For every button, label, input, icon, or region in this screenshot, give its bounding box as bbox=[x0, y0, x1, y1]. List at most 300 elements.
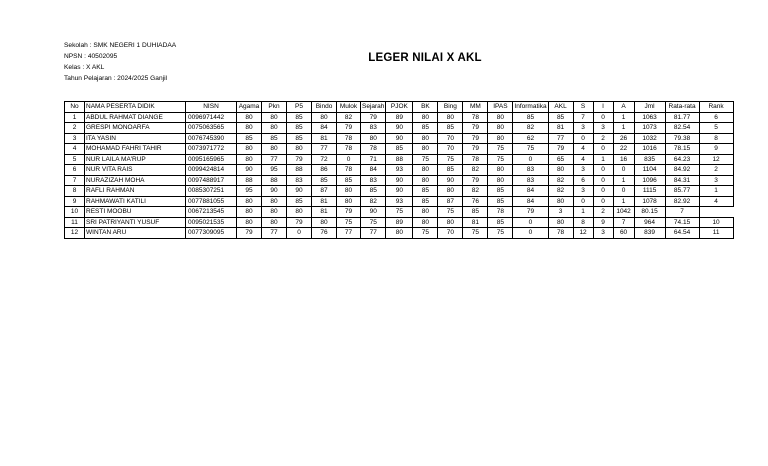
table-cell: 80 bbox=[413, 133, 438, 144]
table-cell: 2 bbox=[593, 133, 613, 144]
table-cell: 1 bbox=[573, 207, 593, 218]
table-cell: 80 bbox=[237, 207, 262, 218]
table-cell: 83 bbox=[287, 175, 312, 186]
table-cell: 95 bbox=[237, 186, 262, 197]
table-cell: 80 bbox=[262, 207, 287, 218]
table-cell: 90 bbox=[438, 175, 463, 186]
table-cell: 84 bbox=[513, 186, 548, 197]
table-cell: 8 bbox=[699, 133, 733, 144]
table-cell: RAFLI RAHMAN bbox=[85, 186, 186, 197]
table-cell: 79 bbox=[548, 144, 573, 155]
table-cell: 77 bbox=[337, 228, 361, 239]
table-cell: 0085307251 bbox=[186, 186, 237, 197]
table-cell: 85 bbox=[413, 186, 438, 197]
table-cell: 79 bbox=[463, 175, 488, 186]
table-cell: 964 bbox=[634, 217, 665, 228]
table-cell: 88 bbox=[262, 175, 287, 186]
table-cell: 84 bbox=[513, 196, 548, 207]
table-cell: SRI PATRIYANTI YUSUF bbox=[85, 217, 186, 228]
table-cell: 85 bbox=[438, 165, 463, 176]
table-cell: 12 bbox=[699, 154, 733, 165]
table-cell: 76 bbox=[463, 196, 488, 207]
table-cell: 85 bbox=[438, 123, 463, 134]
table-cell: 0077881055 bbox=[186, 196, 237, 207]
table-cell: 78 bbox=[548, 228, 573, 239]
table-cell: 90 bbox=[262, 186, 287, 197]
table-cell: 80 bbox=[262, 217, 287, 228]
table-cell: 0076745390 bbox=[186, 133, 237, 144]
table-cell: 60 bbox=[613, 228, 634, 239]
table-cell: 89 bbox=[386, 112, 413, 123]
table-cell: 0 bbox=[513, 217, 548, 228]
table-cell: 4 bbox=[65, 144, 85, 155]
table-cell: 10 bbox=[699, 217, 733, 228]
column-header: S bbox=[573, 102, 593, 113]
table-cell: 75 bbox=[488, 228, 513, 239]
table-cell: 9 bbox=[699, 144, 733, 155]
table-cell: 70 bbox=[438, 133, 463, 144]
table-cell: 84.31 bbox=[665, 175, 699, 186]
table-cell: 75 bbox=[438, 154, 463, 165]
table-cell: 12 bbox=[65, 228, 85, 239]
table-cell: 80 bbox=[548, 217, 573, 228]
table-cell: 3 bbox=[573, 165, 593, 176]
table-cell: 93 bbox=[386, 196, 413, 207]
column-header: Pkn bbox=[262, 102, 287, 113]
column-header: P5 bbox=[287, 102, 312, 113]
table-cell: 0 bbox=[593, 144, 613, 155]
table-cell: 0067213545 bbox=[186, 207, 237, 218]
table-cell: 85 bbox=[513, 112, 548, 123]
table-row bbox=[65, 228, 734, 239]
table-cell: RESTI MOOBU bbox=[85, 207, 186, 218]
table-cell: 0 bbox=[593, 175, 613, 186]
table-cell: 80 bbox=[262, 123, 287, 134]
table-cell: 82 bbox=[361, 196, 386, 207]
table-cell: 83 bbox=[513, 175, 548, 186]
table-cell: 79 bbox=[361, 112, 386, 123]
table-cell: 4 bbox=[573, 154, 593, 165]
table-cell: 90 bbox=[386, 123, 413, 134]
table-cell: 75 bbox=[463, 228, 488, 239]
table-cell: 4 bbox=[573, 144, 593, 155]
table-cell: 90 bbox=[386, 133, 413, 144]
table-cell: 75 bbox=[438, 207, 463, 218]
table-cell: 11 bbox=[699, 228, 733, 239]
table-cell: 85 bbox=[488, 186, 513, 197]
table-cell: 1 bbox=[699, 186, 733, 197]
table-cell: 82.92 bbox=[665, 196, 699, 207]
column-header: BK bbox=[413, 102, 438, 113]
table-cell: 1042 bbox=[613, 207, 634, 218]
table-cell: 9 bbox=[593, 217, 613, 228]
table-cell: NUR LAILA MA'RUP bbox=[85, 154, 186, 165]
table-cell: 77 bbox=[361, 228, 386, 239]
table-cell: 82 bbox=[463, 186, 488, 197]
table-cell: 16 bbox=[613, 154, 634, 165]
table-cell: 0099424814 bbox=[186, 165, 237, 176]
table-cell: 2 bbox=[593, 207, 613, 218]
table-cell: 71 bbox=[361, 154, 386, 165]
table-cell: 2 bbox=[699, 165, 733, 176]
table-cell: 78 bbox=[361, 144, 386, 155]
column-header: IPAS bbox=[488, 102, 513, 113]
table-cell: 93 bbox=[386, 165, 413, 176]
table-cell: 80 bbox=[287, 144, 312, 155]
table-cell: 1 bbox=[613, 196, 634, 207]
table-cell: 80 bbox=[237, 144, 262, 155]
table-cell: 3 bbox=[699, 175, 733, 186]
table-cell: 77 bbox=[548, 133, 573, 144]
table-row bbox=[65, 123, 734, 134]
column-header: Informatika bbox=[514, 103, 547, 110]
table-cell: 79 bbox=[237, 228, 262, 239]
table-cell: GRESPI MONOARFA bbox=[85, 123, 186, 134]
table-row bbox=[65, 112, 734, 123]
table-cell: 85 bbox=[287, 196, 312, 207]
table-cell: 78 bbox=[463, 154, 488, 165]
table-cell: 75 bbox=[361, 217, 386, 228]
table-cell: 81 bbox=[312, 196, 337, 207]
table-cell: 80 bbox=[237, 154, 262, 165]
table-cell: 835 bbox=[634, 154, 665, 165]
table-cell: 80 bbox=[337, 186, 361, 197]
table-cell: 80 bbox=[438, 186, 463, 197]
table-cell: 80 bbox=[262, 144, 287, 155]
table-cell: RAHMAWATI KATILI bbox=[85, 196, 186, 207]
table-row bbox=[65, 207, 734, 218]
table-cell: 80 bbox=[488, 123, 513, 134]
school-npsn: NPSN : 40502095 bbox=[64, 53, 118, 60]
table-cell: 85 bbox=[287, 123, 312, 134]
column-header: Bindo bbox=[312, 102, 337, 113]
table-cell: 7 bbox=[65, 175, 85, 186]
column-header: Bing bbox=[438, 102, 463, 113]
column-header: No bbox=[65, 102, 85, 113]
table-cell: 3 bbox=[593, 123, 613, 134]
table-cell: 76 bbox=[312, 228, 337, 239]
table-cell: 80 bbox=[312, 217, 337, 228]
table-cell: 79.38 bbox=[665, 133, 699, 144]
table-cell: 79 bbox=[287, 154, 312, 165]
table-cell: 75 bbox=[337, 217, 361, 228]
table-cell: 7 bbox=[665, 207, 699, 218]
table-cell: 81 bbox=[312, 133, 337, 144]
table-cell: 77 bbox=[262, 228, 287, 239]
table-cell: 64.54 bbox=[665, 228, 699, 239]
table-cell: 80 bbox=[237, 196, 262, 207]
table-cell: ITA YASIN bbox=[85, 133, 186, 144]
table-cell: 79 bbox=[337, 123, 361, 134]
table-cell: 78 bbox=[337, 165, 361, 176]
table-row bbox=[65, 165, 734, 176]
table-cell: 78 bbox=[337, 133, 361, 144]
table-cell: 90 bbox=[386, 175, 413, 186]
table-cell: 80 bbox=[488, 133, 513, 144]
table-row bbox=[65, 196, 734, 207]
table-cell: 95 bbox=[262, 165, 287, 176]
column-header: Sejarah bbox=[362, 103, 385, 110]
page-title: LEGER NILAI X AKL bbox=[368, 52, 482, 64]
table-cell: 6 bbox=[65, 165, 85, 176]
table-cell: 85 bbox=[262, 133, 287, 144]
table-cell: 84 bbox=[361, 165, 386, 176]
table-cell: 77 bbox=[312, 144, 337, 155]
table-cell: 80 bbox=[488, 175, 513, 186]
table-cell: 84 bbox=[312, 123, 337, 134]
table-cell: 0 bbox=[337, 154, 361, 165]
table-cell: 22 bbox=[613, 144, 634, 155]
table-cell: 80 bbox=[413, 175, 438, 186]
table-cell: 10 bbox=[65, 207, 85, 218]
table-cell: 70 bbox=[438, 144, 463, 155]
table-cell: 82 bbox=[548, 175, 573, 186]
table-cell: 85 bbox=[386, 144, 413, 155]
table-cell: 79 bbox=[463, 144, 488, 155]
table-cell: 82 bbox=[548, 186, 573, 197]
table-cell: 80 bbox=[237, 112, 262, 123]
table-cell: 80 bbox=[361, 133, 386, 144]
table-cell: 81 bbox=[463, 217, 488, 228]
table-row bbox=[65, 133, 734, 144]
table-cell: 72 bbox=[312, 154, 337, 165]
column-header: NAMA PESERTA DIDIK bbox=[85, 102, 186, 113]
table-header-row bbox=[65, 102, 734, 113]
column-header: Mulok bbox=[337, 102, 361, 113]
table-cell: 80.15 bbox=[634, 207, 665, 218]
table-row bbox=[65, 144, 734, 155]
column-header: AKL bbox=[548, 102, 573, 113]
table-cell: 0096971442 bbox=[186, 112, 237, 123]
table-cell: 85 bbox=[337, 175, 361, 186]
table-cell: 80 bbox=[548, 165, 573, 176]
table-cell: 839 bbox=[634, 228, 665, 239]
table-cell: 3 bbox=[548, 207, 573, 218]
table-cell: 1 bbox=[613, 123, 634, 134]
column-header: Rata-rata bbox=[665, 102, 699, 113]
table-cell: 88 bbox=[386, 154, 413, 165]
table-cell: 0 bbox=[613, 186, 634, 197]
table-cell: 75 bbox=[413, 228, 438, 239]
table-cell: 80 bbox=[548, 196, 573, 207]
column-header: MM bbox=[463, 102, 488, 113]
table-cell: WINTAN ARU bbox=[85, 228, 186, 239]
table-cell: 78 bbox=[337, 144, 361, 155]
table-row bbox=[65, 154, 734, 165]
table-cell: 80 bbox=[237, 123, 262, 134]
table-cell: 7 bbox=[573, 112, 593, 123]
table-cell: 86 bbox=[312, 165, 337, 176]
school-info bbox=[64, 40, 176, 84]
table-cell: 3 bbox=[65, 133, 85, 144]
table-cell: 0 bbox=[593, 196, 613, 207]
table-cell: 7 bbox=[613, 217, 634, 228]
table-cell: 0 bbox=[513, 154, 548, 165]
table-cell: 1 bbox=[613, 112, 634, 123]
table-cell: 81.77 bbox=[665, 112, 699, 123]
table-cell: 80 bbox=[413, 144, 438, 155]
table-cell: 80 bbox=[237, 217, 262, 228]
table-cell: 83 bbox=[513, 165, 548, 176]
class-name: Kelas : X AKL bbox=[64, 64, 105, 71]
table-cell: 3 bbox=[573, 186, 593, 197]
table-cell: 80 bbox=[413, 207, 438, 218]
table-cell: 89 bbox=[386, 217, 413, 228]
table-cell: 0 bbox=[287, 228, 312, 239]
table-cell: 65 bbox=[548, 154, 573, 165]
table-cell: 80 bbox=[386, 228, 413, 239]
table-cell: MOHAMAD FAHRI TAHIR bbox=[85, 144, 186, 155]
table-cell: 85 bbox=[361, 186, 386, 197]
table-cell: 5 bbox=[699, 123, 733, 134]
table-cell: 85 bbox=[488, 196, 513, 207]
table-cell: 80 bbox=[337, 196, 361, 207]
table-cell: 85 bbox=[488, 217, 513, 228]
table-cell: 1104 bbox=[634, 165, 665, 176]
table-cell: 83 bbox=[361, 123, 386, 134]
table-cell: 0 bbox=[573, 196, 593, 207]
table-cell: 88 bbox=[287, 165, 312, 176]
table-cell: 8 bbox=[65, 186, 85, 197]
table-cell: 75 bbox=[488, 144, 513, 155]
table-cell: 83 bbox=[361, 175, 386, 186]
table-cell: 85 bbox=[287, 133, 312, 144]
table-cell: 85 bbox=[237, 133, 262, 144]
table-cell: 78 bbox=[463, 112, 488, 123]
table-cell: 1 bbox=[613, 175, 634, 186]
table-cell: 70 bbox=[438, 228, 463, 239]
table-cell: 90 bbox=[287, 186, 312, 197]
table-cell: 88 bbox=[237, 175, 262, 186]
table-cell: 79 bbox=[337, 207, 361, 218]
table-cell: 0095021535 bbox=[186, 217, 237, 228]
table-cell: 80 bbox=[413, 217, 438, 228]
table-cell: 0 bbox=[593, 186, 613, 197]
table-cell: 0 bbox=[613, 165, 634, 176]
table-cell: 80 bbox=[312, 112, 337, 123]
table-cell: 82 bbox=[337, 112, 361, 123]
table-cell: 80 bbox=[438, 112, 463, 123]
table-row bbox=[65, 186, 734, 197]
table-cell: 80 bbox=[287, 207, 312, 218]
table-cell: 3 bbox=[593, 228, 613, 239]
table-cell: 1096 bbox=[634, 175, 665, 186]
column-header: NISN bbox=[186, 102, 237, 113]
table-cell: 62 bbox=[513, 133, 548, 144]
table-cell: 81 bbox=[312, 207, 337, 218]
table-cell: 90 bbox=[361, 207, 386, 218]
table-cell: 80 bbox=[488, 112, 513, 123]
table-cell: 1016 bbox=[634, 144, 665, 155]
table-row bbox=[65, 217, 734, 228]
table-cell: 8 bbox=[573, 217, 593, 228]
table-cell: 75 bbox=[386, 207, 413, 218]
table-cell: 1 bbox=[65, 112, 85, 123]
table-cell: 80 bbox=[413, 112, 438, 123]
table-cell: 0 bbox=[573, 133, 593, 144]
table-cell: 6 bbox=[699, 112, 733, 123]
table-cell: 6 bbox=[573, 175, 593, 186]
table-cell: 5 bbox=[65, 154, 85, 165]
table-cell: 4 bbox=[699, 196, 733, 207]
table-cell: 74.15 bbox=[665, 217, 699, 228]
table-cell: 82 bbox=[513, 123, 548, 134]
table-cell: 1063 bbox=[634, 112, 665, 123]
table-cell: 80 bbox=[413, 165, 438, 176]
table-cell: 0 bbox=[593, 165, 613, 176]
table-cell: 0097488917 bbox=[186, 175, 237, 186]
academic-year: Tahun Pelajaran : 2024/2025 Ganjil bbox=[64, 75, 168, 82]
table-cell: 79 bbox=[513, 207, 548, 218]
column-header: A bbox=[613, 102, 634, 113]
table-cell: 12 bbox=[573, 228, 593, 239]
table-cell: 90 bbox=[386, 186, 413, 197]
table-cell: 11 bbox=[65, 217, 85, 228]
table-cell: 78 bbox=[488, 207, 513, 218]
table-cell: 26 bbox=[613, 133, 634, 144]
table-cell: 90 bbox=[237, 165, 262, 176]
table-cell: 79 bbox=[463, 123, 488, 134]
table-cell: 75 bbox=[513, 144, 548, 155]
table-cell: 2 bbox=[65, 123, 85, 134]
table-cell: 3 bbox=[573, 123, 593, 134]
table-cell: 80 bbox=[438, 217, 463, 228]
table-cell: NURAZIZAH MOHA bbox=[85, 175, 186, 186]
table-row bbox=[65, 175, 734, 186]
column-header: I bbox=[593, 102, 613, 113]
table-cell: 80 bbox=[262, 196, 287, 207]
column-header: PJOK bbox=[386, 102, 413, 113]
grades-table bbox=[64, 101, 734, 239]
table-cell: 84.92 bbox=[665, 165, 699, 176]
table-cell: 0 bbox=[593, 112, 613, 123]
table-cell: 1115 bbox=[634, 186, 665, 197]
table-cell: 77 bbox=[262, 154, 287, 165]
table-cell: 85 bbox=[413, 123, 438, 134]
table-cell: 85 bbox=[463, 207, 488, 218]
table-cell: 1078 bbox=[634, 196, 665, 207]
table-cell: 9 bbox=[65, 196, 85, 207]
column-header: Agama bbox=[237, 102, 262, 113]
table-cell: 0073971772 bbox=[186, 144, 237, 155]
table-cell: 80 bbox=[262, 112, 287, 123]
table-cell: 79 bbox=[463, 133, 488, 144]
table-cell: 85 bbox=[287, 112, 312, 123]
table-cell: 1073 bbox=[634, 123, 665, 134]
table-cell: 85.77 bbox=[665, 186, 699, 197]
table-cell: 0 bbox=[513, 228, 548, 239]
table-cell: 85 bbox=[548, 112, 573, 123]
table-cell: 75 bbox=[488, 154, 513, 165]
column-header: Rank bbox=[699, 102, 733, 113]
table-cell: 79 bbox=[287, 217, 312, 228]
table-cell: 80 bbox=[488, 165, 513, 176]
table-cell: 81 bbox=[548, 123, 573, 134]
table-cell: 0077309095 bbox=[186, 228, 237, 239]
table-cell: 87 bbox=[312, 186, 337, 197]
table-cell: 78.15 bbox=[665, 144, 699, 155]
table-cell: 64.23 bbox=[665, 154, 699, 165]
table-cell: 85 bbox=[413, 196, 438, 207]
table-cell: 0095165965 bbox=[186, 154, 237, 165]
table-cell: 85 bbox=[312, 175, 337, 186]
table-cell: 87 bbox=[438, 196, 463, 207]
table-cell: NUR VITA RAIS bbox=[85, 165, 186, 176]
school-name: Sekolah : SMK NEGERI 1 DUHIADAA bbox=[64, 42, 177, 49]
table-cell: ABDUL RAHMAT DIANGE bbox=[85, 112, 186, 123]
table-cell: 1 bbox=[593, 154, 613, 165]
table-cell: 0075063565 bbox=[186, 123, 237, 134]
